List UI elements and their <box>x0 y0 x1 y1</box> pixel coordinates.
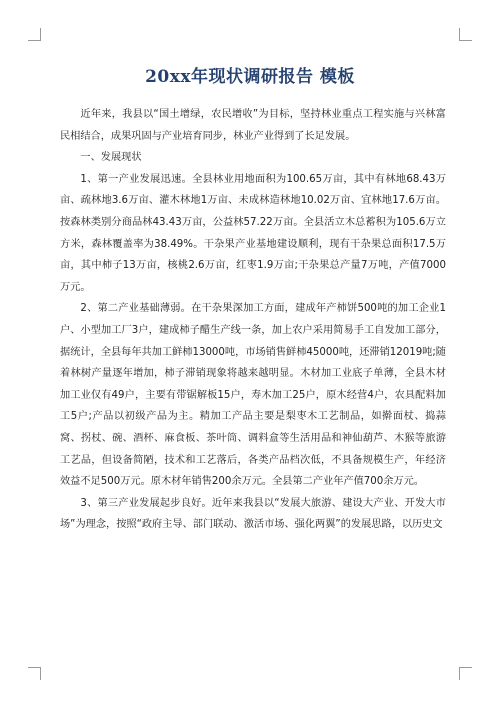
document-body <box>60 104 446 536</box>
crop-mark-bottom-left <box>28 667 41 680</box>
crop-mark-top-left <box>28 28 41 41</box>
intro-paragraph: 近年来，我县以“国土增绿，农民增收”为目标，坚持林业重点工程实施与兴林富民相结合，成果巩固与产业培育同步，林业产业得到了长足发展。 <box>60 109 446 142</box>
document-title: 20xx年现状调研报告 模板 <box>145 67 355 87</box>
primary-industry-paragraph: 1、第一产业发展迅速。全县林业用地面积为100.65万亩，其中有林地68.43万亩、疏林地3.6万亩、灌木林地1万亩、未成林造林地10.02万亩、宜林地17.6万亩。按森林类别分商品林43.43万亩，公益林57.22万亩。全县活立木总蓄积为105.6万立方米，森林覆盖率为38.49%。干杂果产业基地建设顺利，现有干杂果总面积17.5万亩，其中柿子13万亩，核桃2.6万亩，红枣1.9万亩;干杂果总产量7万吨，产值7000万元。 <box>60 173 446 293</box>
tertiary-industry-paragraph: 3、第三产业发展起步良好。近年来我县以“发展大旅游、建设大产业、开发大市场”为理念，按照“政府主导、部门联动、激活市场、强化两翼”的发展思路，以历史文 <box>60 497 446 531</box>
section-heading: 一、发展现状 <box>80 152 142 164</box>
crop-mark-top-right <box>459 28 472 41</box>
secondary-industry-paragraph: 2、第二产业基础薄弱。在干杂果深加工方面，建成年产柿饼500吨的加工企业1户、小型加工厂3户，建成柿子醋生产线一条，加上农户采用简易手工自发加工部分，据统计，全县每年共加工鲜柿13000吨，市场销售鲜柿45000吨，还滞销12019吨;随着林树产量逐年增加，柿子滞销现象将越来越明显。木材加工业底子单薄，全县木材加工业仅有49户，主要有带锯解板15户，寿木加工25户，原木经营4户，农具配料加工5户;产品以初级产品为主。精加工产品主要是梨枣木工艺制品，如擀面杖、捣蒜窝、拐杖、碗、酒杯、麻食板、茶叶筒、调料盒等生活用品和神仙葫芦、木猴等旅游工艺品，但设备简陋，技术和工艺落后，各类产品档次低，不具备规模生产，年经济效益不足500万元。原木材年销售200余万元。全县第二产业年产值700余万元。 <box>60 303 446 488</box>
crop-mark-bottom-right <box>459 667 472 680</box>
